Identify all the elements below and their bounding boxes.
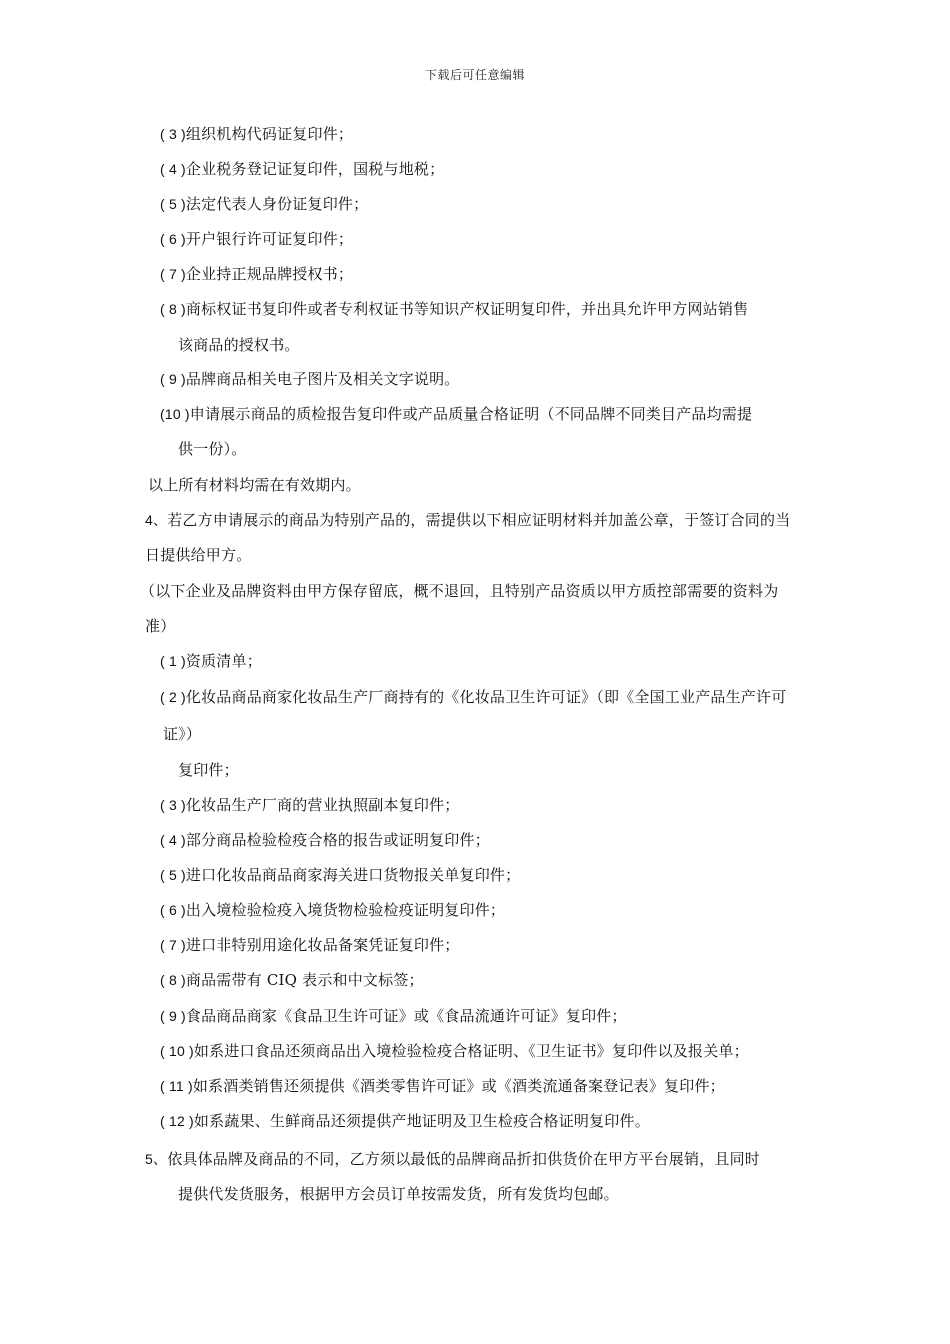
list-item: ( 7 )企业持正规品牌授权书； — [160, 265, 354, 283]
list-item: ( 2 )化妆品商品商家化妆品生产厂商持有的《化妆品卫生许可证》（即《全国工业产品生产许可 — [160, 688, 787, 706]
list-item: ( 6 )出入境检验检疫入境货物检验检疫证明复印件； — [160, 901, 506, 919]
list-item: ( 3 )化妆品生产厂商的营业执照副本复印件； — [160, 796, 460, 814]
list-item: ( 10 )如系进口食品还须商品出入境检验检疫合格证明、《卫生证书》复印件以及报关单； — [160, 1042, 749, 1060]
paragraph-continuation: 日提供给甲方。 — [145, 546, 252, 564]
list-item: ( 8 )商标权证书复印件或者专利权证书等知识产权证明复印件，并出具允许甲方网站销售 — [160, 300, 749, 318]
list-item: (10 )申请展示商品的质检报告复印件或产品质量合格证明（不同品牌不同类目产品均需提 — [160, 405, 753, 423]
list-item: ( 12 )如系蔬果、生鲜商品还须提供产地证明及卫生检疫合格证明复印件。 — [160, 1112, 650, 1130]
list-item: ( 8 )商品需带有 CIQ 表示和中文标签； — [160, 971, 424, 989]
list-item-continuation: 该商品的授权书。 — [178, 336, 300, 354]
paragraph-continuation: 准） — [145, 617, 176, 635]
note-paragraph: （以下企业及品牌资料由甲方保存留底，概不退回，且特别产品资质以甲方质控部需要的资料为 — [140, 582, 779, 600]
list-item-continuation: 证》） — [163, 725, 202, 743]
list-item: ( 4 )企业税务登记证复印件，国税与地税； — [160, 160, 445, 178]
list-item: ( 4 )部分商品检验检疫合格的报告或证明复印件； — [160, 831, 490, 849]
list-item: ( 9 )食品商品商家《食品卫生许可证》或《食品流通许可证》复印件； — [160, 1007, 627, 1025]
numbered-paragraph: 4、若乙方申请展示的商品为特别产品的，需提供以下相应证明材料并加盖公章，于签订合同的当 — [145, 511, 791, 529]
list-item: ( 6 )开户银行许可证复印件； — [160, 230, 354, 248]
list-item-continuation: 供一份）。 — [178, 440, 247, 458]
page-header: 下载后可任意编辑 — [424, 68, 525, 82]
list-item: ( 11 )如系酒类销售还须提供《酒类零售许可证》或《酒类流通备案登记表》复印件； — [160, 1077, 725, 1095]
list-item-continuation: 复印件； — [178, 761, 239, 779]
paragraph-continuation: 提供代发货服务，根据甲方会员订单按需发货，所有发货均包邮。 — [178, 1185, 619, 1203]
note-paragraph: 以上所有材料均需在有效期内。 — [148, 476, 361, 494]
list-item: ( 1 )资质清单； — [160, 652, 262, 670]
list-item: ( 7 )进口非特别用途化妆品备案凭证复印件； — [160, 936, 460, 954]
numbered-paragraph: 5、依具体品牌及商品的不同，乙方须以最低的品牌商品折扣供货价在甲方平台展销，且同时 — [145, 1150, 760, 1168]
list-item: ( 3 )组织机构代码证复印件； — [160, 125, 354, 143]
list-item: ( 9 )品牌商品相关电子图片及相关文字说明。 — [160, 370, 460, 388]
list-item: ( 5 )进口化妆品商品商家海关进口货物报关单复印件； — [160, 866, 521, 884]
list-item: ( 5 )法定代表人身份证复印件； — [160, 195, 369, 213]
